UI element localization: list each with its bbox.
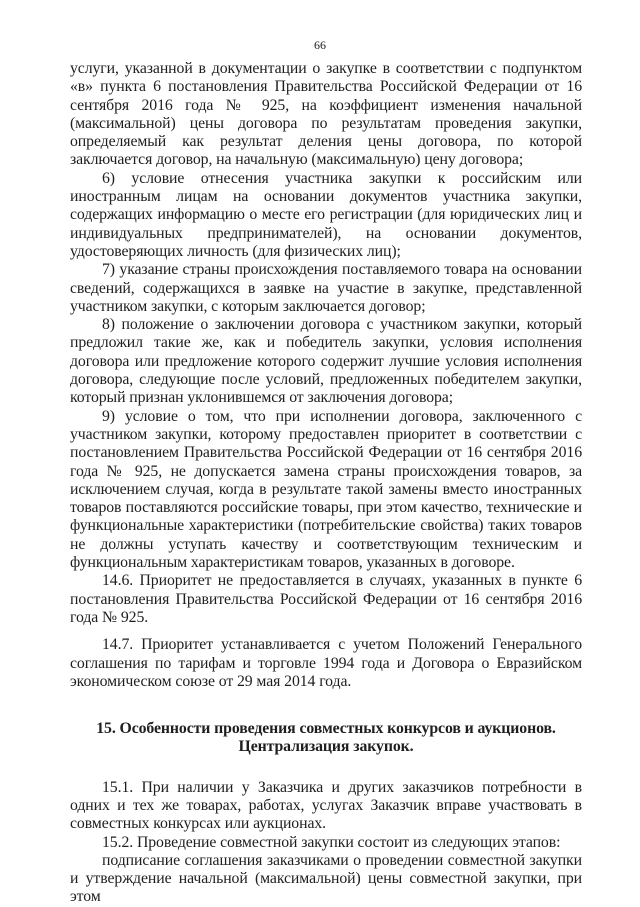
page-number: 66 (314, 38, 326, 52)
paragraph-14-6: 14.6. Приоритет не предоставляется в случаях, указанных в пункте 6 постановления Правительства Российской Федерации от 16 сентября 2016 года № 925. (70, 572, 582, 626)
paragraph-continuation: услуги, указанной в документации о закупке в соответствии с подпунктом «в» пункта 6 постановления Правительства Российской Федерации от 16 сентября 2016 года № 925, на коэффициент изменения начальной (максимальной) цены договора по результатам проведения закупки, определяемый как результат деления цены договора, по которой заключается договор, на начальную (максимальную) цену договора; (70, 60, 582, 169)
paragraph-15-1: 15.1. При наличии у Заказчика и других заказчиков потребности в одних и тех же товарах, работах, услугах Заказчик вправе участвовать в совместных конкурсах или аукционах. (70, 778, 582, 833)
section-heading-line-1: 15. Особенности проведения совместных конкурсов и аукционов. (96, 720, 556, 738)
section-heading-line-2: Централизация закупок. (238, 738, 414, 756)
paragraph-14-7: 14.7. Приоритет устанавливается с учетом Положений Генерального соглашения по тарифам и торговле 1994 года и Договора о Евразийском экономическом союзе от 29 мая 2014 года. (70, 636, 582, 690)
paragraph-15-2: 15.2. Проведение совместной закупки состоит из следующих этапов: (102, 833, 561, 851)
paragraph-item-9: 9) условие о том, что при исполнении договора, заключенного с участником закупки, которому предоставлен приоритет в соответствии с постановлением Правительства Российской Федерации от 16 сентября 2016 года № 925, не допускается замена страны происхождения товаров, за исключением случая, когда в результате такой замены вместо иностранных товаров поставляются российские товары, при этом качество, технические и функциональные характеристики (потребительские свойства) таких товаров не должны уступать качеству и соответствующим техническим и функциональным характеристикам товаров, указанных в договоре. (70, 407, 582, 572)
section-heading (70, 720, 582, 757)
paragraph-item-8: 8) положение о заключении договора с участником закупки, который предложил такие же, как и победитель закупки, условия исполнения договора или предложение которого содержит лучшие условия исполнения договора, следующие после условий, предложенных победителем закупки, который признан уклонившемся от заключения договора; (70, 316, 582, 407)
paragraph-item-7: 7) указание страны происхождения поставляемого товара на основании сведений, содержащихся в заявке на участие в закупке, представленной участником закупки, с которым заключается договор; (70, 261, 582, 315)
paragraph-item-6: 6) условие отнесения участника закупки к российским или иностранным лицам на основании документов участника закупки, содержащих информацию о месте его регистрации (для юридических лиц и индивидуальных предпринимателей), на основании документов, удостоверяющих личность (для физических лиц); (70, 169, 582, 260)
paragraph-stage-1: подписание соглашения заказчиками о проведении совместной закупки и утверждение начальной (максимальной) цены совместной закупки, при этом (70, 851, 582, 906)
document-body (70, 60, 582, 907)
